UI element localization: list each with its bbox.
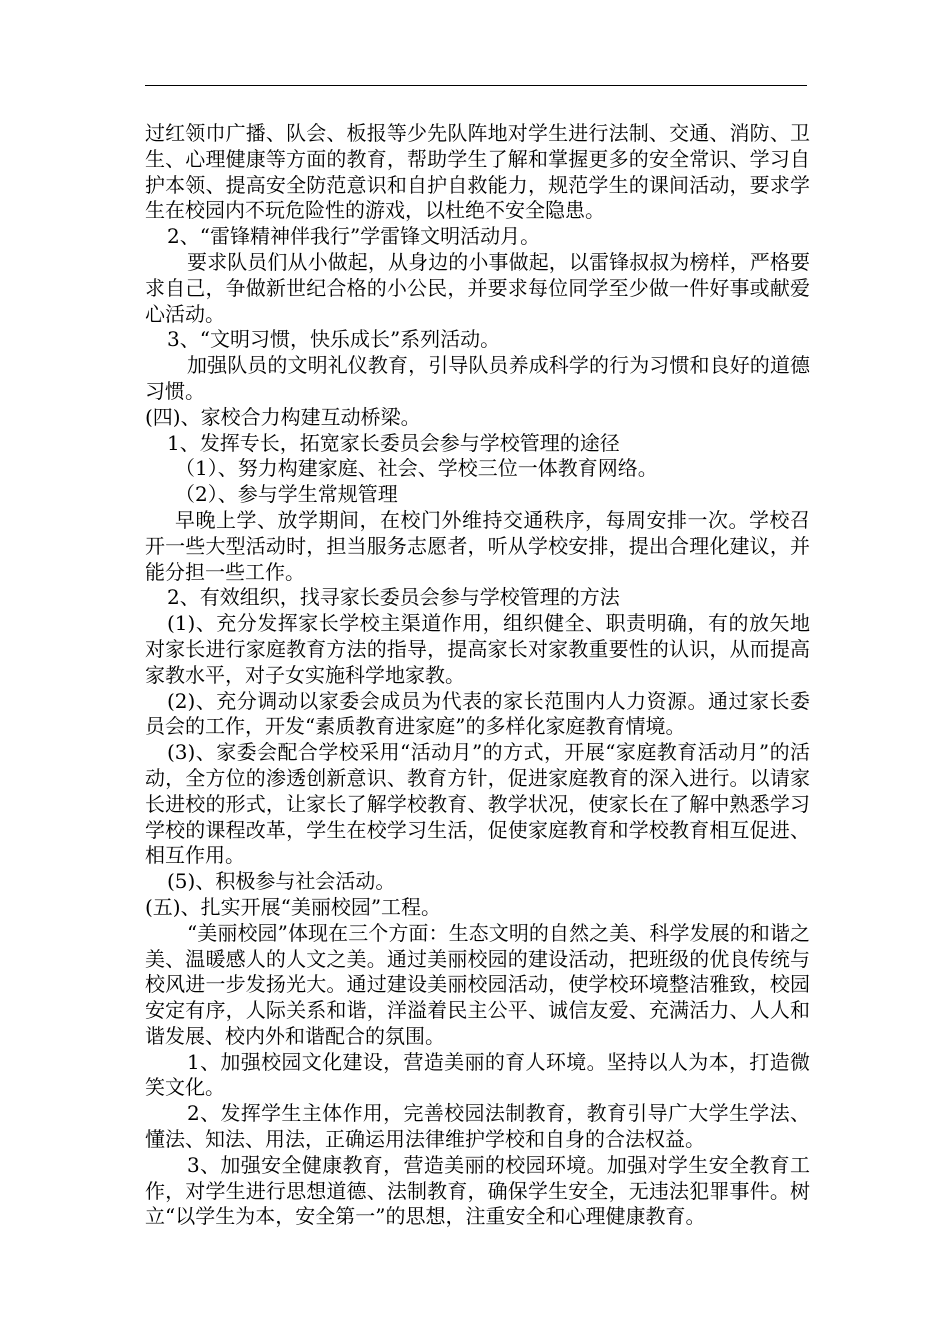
document-body [145, 121, 810, 1230]
list-item: 1、发挥专长，拓宽家长委员会参与学校管理的途径 [167, 430, 620, 455]
paragraph: 3、加强安全健康教育，营造美丽的校园环境。加强对学生安全教育工作，对学生进行思想道德、法制教育，确保学生安全，无违法犯罪事件。树立“以学生为本，安全第一”的思想，注重安全和心理健康教育。 [145, 1152, 810, 1229]
paragraph: (1)、充分发挥家长学校主渠道作用，组织健全、职责明确，有的放矢地对家长进行家庭教育方法的指导，提高家长对家教重要性的认识，从而提高家教水平，对子女实施科学地家教。 [145, 611, 810, 687]
list-item: 2、有效组织，找寻家长委员会参与学校管理的方法 [167, 585, 620, 610]
list-item: （2）、参与学生常规管理 [175, 482, 398, 507]
section-heading: (五)、扎实开展“美丽校园”工程。 [145, 894, 442, 919]
list-item: （1）、努力构建家庭、社会、学校三位一体教育网络。 [175, 456, 658, 481]
paragraph: (2)、充分调动以家委会成员为代表的家长范围内人力资源。通过家长委员会的工作，开发“素质教育进家庭”的多样化家庭教育情境。 [145, 688, 810, 739]
paragraph: 早晚上学、放学期间，在校门外维持交通秩序，每周安排一次。学校召开一些大型活动时，担当服务志愿者，听从学校安排，提出合理化建议，并能分担一些工作。 [145, 507, 810, 584]
header-rule [145, 85, 807, 86]
paragraph: (3)、家委会配合学校采用“活动月”的方式，开展“家庭教育活动月”的活动，全方位的渗透创新意识、教育方针，促进家庭教育的深入进行。以请家长进校的形式，让家长了解学校教育、教学状况，使家长在了解中熟悉学习学校的课程改革，学生在校学习生活，促使家庭教育和学校教育相互促进、相互作用。 [145, 740, 810, 868]
list-item: 3、“文明习惯，快乐成长”系列活动。 [167, 327, 501, 352]
list-item: (5)、积极参与社会活动。 [167, 869, 396, 894]
paragraph: 要求队员们从小做起，从身边的小事做起，以雷锋叔叔为榜样，严格要求自己，争做新世纪合格的小公民，并要求每位同学至少做一件好事或献爱心活动。 [145, 249, 810, 326]
paragraph: “美丽校园”体现在三个方面：生态文明的自然之美、科学发展的和谐之美、温暖感人的人文之美。通过美丽校园的建设活动，把班级的优良传统与校风进一步发扬光大。通过建设美丽校园活动，使学校环境整洁雅致，校园安定有序，人际关系和谐，洋溢着民主公平、诚信友爱、充满活力、人人和谐发展、校内外和谐配合的氛围。 [145, 920, 810, 1048]
section-heading: (四)、家校合力构建互动桥梁。 [145, 404, 421, 429]
paragraph: 2、发挥学生主体作用，完善校园法制教育，教育引导广大学生学法、懂法、知法、用法，正确运用法律维护学校和自身的合法权益。 [145, 1101, 810, 1152]
list-item: 2、“雷锋精神伴我行”学雷锋文明活动月。 [167, 224, 541, 249]
paragraph: 加强队员的文明礼仪教育，引导队员养成科学的行为习惯和良好的道德习惯。 [145, 353, 810, 403]
paragraph: 过红领巾广播、队会、板报等少先队阵地对学生进行法制、交通、消防、卫生、心理健康等方面的教育，帮助学生了解和掌握更多的安全常识、学习自护本领、提高安全防范意识和自护自救能力，规范学生的课间活动，要求学生在校园内不玩危险性的游戏，以杜绝不安全隐患。 [145, 121, 810, 223]
paragraph: 1、加强校园文化建设，营造美丽的育人环境。坚持以人为本，打造微笑文化。 [145, 1049, 810, 1100]
